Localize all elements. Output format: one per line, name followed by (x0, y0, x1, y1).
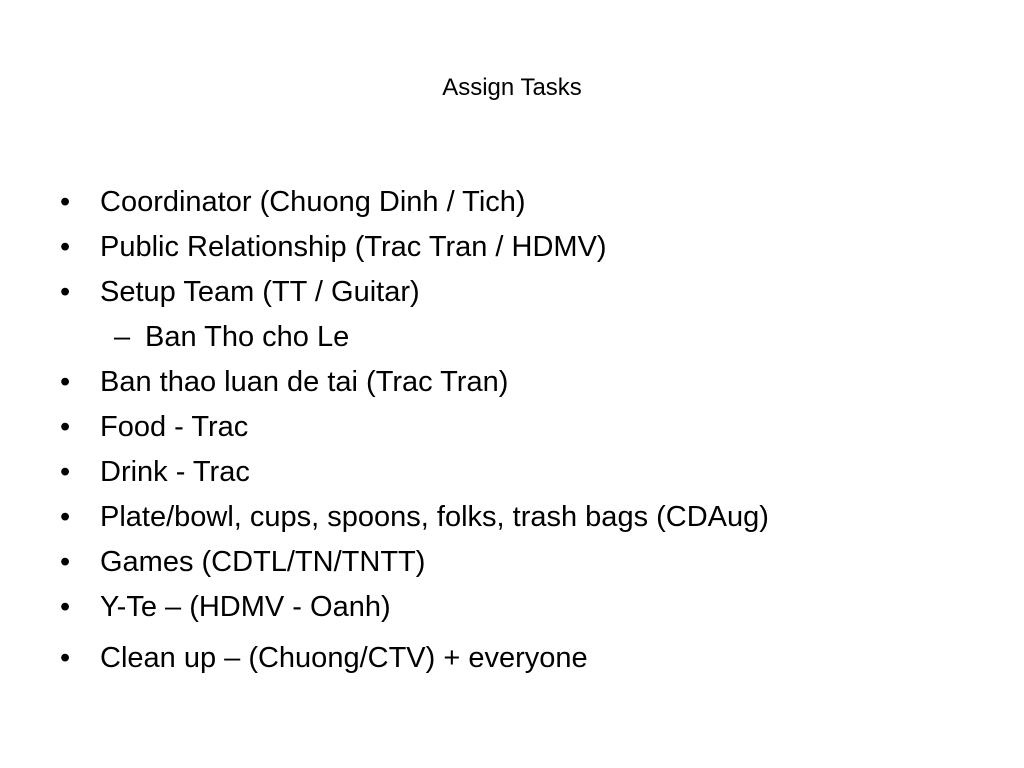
list-item (60, 405, 980, 450)
list-item-text: Plate/bowl, cups, spoons, folks, trash bags (CDAug) (100, 501, 769, 533)
list-item (60, 360, 980, 405)
bullet-icon: • (60, 276, 71, 308)
list-item (60, 495, 980, 540)
sub-list-item (60, 315, 980, 360)
list-item (60, 636, 980, 681)
list-item-text: Clean up – (Chuong/CTV) + everyone (100, 642, 588, 674)
list-item-text: Ban thao luan de tai (Trac Tran) (100, 366, 509, 398)
list-item (60, 540, 980, 585)
slide-title: Assign Tasks (442, 74, 582, 101)
bullet-icon: • (60, 411, 71, 443)
bullet-icon: • (60, 366, 71, 398)
bullet-icon: • (60, 186, 71, 218)
list-item-text: Games (CDTL/TN/TNTT) (100, 546, 426, 578)
list-item-text: Coordinator (Chuong Dinh / Tich) (100, 186, 526, 218)
list-item (60, 450, 980, 495)
list-item (60, 225, 980, 270)
sub-list-item-text: Ban Tho cho Le (145, 321, 350, 353)
bullet-icon: • (60, 456, 71, 488)
list-item (60, 270, 980, 315)
list-item-text: Setup Team (TT / Guitar) (100, 276, 420, 308)
bullet-icon: • (60, 591, 71, 623)
bullet-icon: • (60, 546, 71, 578)
list-item (60, 585, 980, 630)
task-list (60, 180, 980, 681)
dash-icon: – (114, 321, 131, 353)
list-item-text: Food - Trac (100, 411, 249, 443)
list-item-text: Y-Te – (HDMV - Oanh) (100, 591, 391, 623)
list-item-text: Public Relationship (Trac Tran / HDMV) (100, 231, 607, 263)
list-item-text: Drink - Trac (100, 456, 250, 488)
bullet-icon: • (60, 642, 71, 674)
list-item (60, 180, 980, 225)
bullet-icon: • (60, 231, 71, 263)
bullet-icon: • (60, 501, 71, 533)
